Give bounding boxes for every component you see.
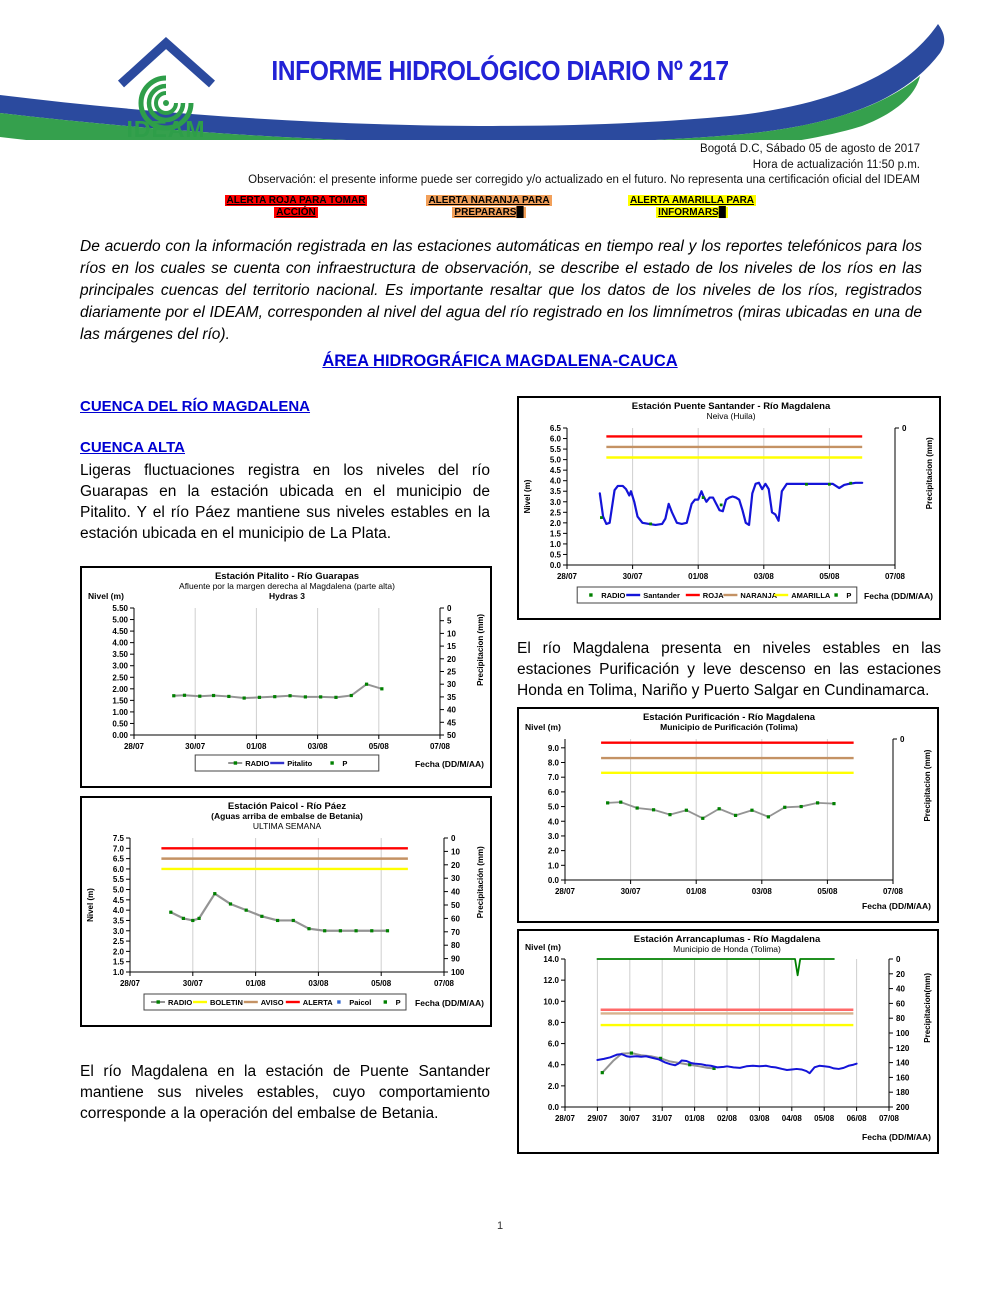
svg-text:1.50: 1.50 xyxy=(112,696,128,706)
svg-text:4.0: 4.0 xyxy=(547,817,559,827)
svg-text:RADIO: RADIO xyxy=(245,759,270,768)
svg-text:01/08: 01/08 xyxy=(246,742,267,751)
svg-text:31/07: 31/07 xyxy=(652,1114,673,1123)
svg-text:1.5: 1.5 xyxy=(112,957,124,967)
magdalena-estado-paragraph: El río Magdalena presenta en niveles estables en las estaciones Purificación y leve descenso en las estaciones Honda en Tolima, Nariño y Puerto Salgar en Cundinamarca. xyxy=(517,640,941,699)
svg-text:Nivel (m): Nivel (m) xyxy=(88,591,124,601)
svg-text:30/07: 30/07 xyxy=(182,979,203,988)
meta-update-time: Hora de actualización 11:50 p.m. xyxy=(752,158,920,171)
svg-text:02/08: 02/08 xyxy=(716,1114,738,1123)
svg-text:30/07: 30/07 xyxy=(185,742,206,751)
svg-text:0.0: 0.0 xyxy=(547,876,559,885)
svg-text:1.00: 1.00 xyxy=(112,707,128,717)
svg-text:Municipio de Honda (Tolima): Municipio de Honda (Tolima) xyxy=(673,944,781,954)
svg-text:4.5: 4.5 xyxy=(549,466,561,476)
svg-text:04/08: 04/08 xyxy=(781,1114,802,1123)
svg-text:0: 0 xyxy=(447,604,452,613)
svg-text:2.50: 2.50 xyxy=(112,673,128,683)
svg-text:05/08: 05/08 xyxy=(819,572,840,581)
svg-text:Neiva (Huila): Neiva (Huila) xyxy=(706,411,756,421)
alert-roja-line2: ACCIÓN xyxy=(276,206,316,218)
chart-paicol xyxy=(80,796,492,1027)
svg-text:01/08: 01/08 xyxy=(245,979,266,988)
svg-text:3.5: 3.5 xyxy=(549,487,561,497)
svg-text:(Aguas arriba de embalse de Be: (Aguas arriba de embalse de Betania) xyxy=(211,811,363,821)
left-column xyxy=(80,398,490,1124)
svg-text:1.0: 1.0 xyxy=(547,861,559,871)
svg-text:4.0: 4.0 xyxy=(112,906,124,916)
svg-text:Estación Puente Santander - Rí: Estación Puente Santander - Río Magdalena xyxy=(631,401,831,412)
svg-text:Estación Arrancaplumas - Río M: Estación Arrancaplumas - Río Magdalena xyxy=(633,934,821,945)
svg-text:Nivel (m): Nivel (m) xyxy=(523,479,532,514)
svg-text:6.0: 6.0 xyxy=(547,787,559,797)
svg-text:3.5: 3.5 xyxy=(112,916,124,926)
svg-text:3.00: 3.00 xyxy=(112,661,128,671)
svg-text:20: 20 xyxy=(447,654,456,664)
svg-text:20: 20 xyxy=(896,969,905,979)
svg-text:4.0: 4.0 xyxy=(547,1060,559,1070)
svg-text:03/08: 03/08 xyxy=(751,887,772,896)
svg-text:70: 70 xyxy=(451,927,460,937)
svg-text:Nivel (m): Nivel (m) xyxy=(525,722,561,732)
svg-text:2.0: 2.0 xyxy=(547,1081,559,1091)
svg-text:RADIO: RADIO xyxy=(168,998,193,1007)
svg-text:3.0: 3.0 xyxy=(547,831,559,841)
svg-text:60: 60 xyxy=(896,999,905,1009)
svg-text:Precipitación (mm): Precipitación (mm) xyxy=(476,846,485,919)
svg-text:5.00: 5.00 xyxy=(112,615,128,625)
svg-text:Fecha (DD/M/AA): Fecha (DD/M/AA) xyxy=(862,901,931,911)
svg-text:BOLETIN: BOLETIN xyxy=(210,998,243,1007)
report-title: INFORME HIDROLÓGICO DIARIO Nº 217 xyxy=(271,55,729,86)
svg-text:3.0: 3.0 xyxy=(112,926,124,936)
svg-text:6.0: 6.0 xyxy=(112,864,124,874)
svg-text:30/07: 30/07 xyxy=(622,572,643,581)
svg-text:45: 45 xyxy=(447,718,456,728)
svg-text:ULTIMA SEMANA: ULTIMA SEMANA xyxy=(252,821,322,831)
svg-text:50: 50 xyxy=(451,901,460,910)
report-meta xyxy=(248,142,920,189)
svg-text:0: 0 xyxy=(900,735,905,744)
svg-text:Municipio de Purificación (Tol: Municipio de Purificación (Tolima) xyxy=(660,722,798,732)
svg-text:05/08: 05/08 xyxy=(368,742,389,751)
svg-text:5.50: 5.50 xyxy=(112,604,128,613)
svg-text:Nivel (m): Nivel (m) xyxy=(525,942,561,952)
svg-text:Pitalito: Pitalito xyxy=(287,759,313,768)
svg-text:Precipitacion (mm): Precipitacion (mm) xyxy=(925,437,934,510)
svg-text:AMARILLA: AMARILLA xyxy=(791,591,831,600)
svg-text:29/07: 29/07 xyxy=(587,1114,608,1123)
svg-text:0.0: 0.0 xyxy=(549,561,561,570)
svg-text:ALERTA: ALERTA xyxy=(302,998,333,1007)
svg-text:05/08: 05/08 xyxy=(817,887,838,896)
svg-text:28/07: 28/07 xyxy=(123,742,145,751)
logo-roof-icon xyxy=(121,43,212,84)
svg-text:07/08: 07/08 xyxy=(429,742,451,751)
svg-text:4.50: 4.50 xyxy=(112,627,128,637)
svg-text:40: 40 xyxy=(896,984,905,994)
svg-text:1.0: 1.0 xyxy=(549,539,561,549)
intro-paragraph: De acuerdo con la información registrada en las estaciones automáticas en tiempo real y los reportes telefónicos para los ríos en los cuales se cuenta con infraestructura de observación, se describe el estado de los niveles de los ríos en las principales cuencas del territorio nacional. Es importante resaltar que los datos de los niveles de los ríos, registrados diariamente por el IDEAM, corresponden al nivel del agua del río registrado en los limnímetros (miras ubicadas en una de las márgenes del río). xyxy=(80,238,922,343)
svg-text:0: 0 xyxy=(451,834,456,843)
svg-text:07/08: 07/08 xyxy=(878,1114,900,1123)
svg-text:Fecha (DD/M/AA): Fecha (DD/M/AA) xyxy=(415,998,484,1008)
right-column xyxy=(517,396,941,1154)
svg-text:03/08: 03/08 xyxy=(749,1114,770,1123)
svg-text:Fecha (DD/M/AA): Fecha (DD/M/AA) xyxy=(415,759,484,769)
svg-text:05/08: 05/08 xyxy=(371,979,392,988)
svg-text:7.0: 7.0 xyxy=(112,844,124,854)
svg-text:03/08: 03/08 xyxy=(753,572,774,581)
svg-text:1.5: 1.5 xyxy=(549,529,561,539)
heading-cuenca-rio-magdalena: CUENCA DEL RÍO MAGDALENA xyxy=(80,398,311,415)
svg-text:03/08: 03/08 xyxy=(308,979,329,988)
svg-text:2.0: 2.0 xyxy=(547,846,559,856)
svg-text:Precipitacion(mm): Precipitacion(mm) xyxy=(923,972,932,1043)
svg-text:07/08: 07/08 xyxy=(882,887,904,896)
svg-text:2.00: 2.00 xyxy=(112,684,128,694)
svg-text:200: 200 xyxy=(896,1103,910,1112)
svg-text:5.0: 5.0 xyxy=(112,885,124,895)
svg-text:8.0: 8.0 xyxy=(547,758,559,768)
svg-text:Fecha (DD/M/AA): Fecha (DD/M/AA) xyxy=(862,1132,931,1142)
svg-text:10: 10 xyxy=(451,847,460,857)
svg-text:120: 120 xyxy=(896,1043,910,1053)
svg-text:06/08: 06/08 xyxy=(846,1114,867,1123)
svg-text:Hydras 3: Hydras 3 xyxy=(269,591,305,601)
svg-text:15: 15 xyxy=(447,642,456,652)
svg-text:RADIO: RADIO xyxy=(601,591,626,600)
svg-text:2.0: 2.0 xyxy=(112,947,124,957)
svg-text:5.5: 5.5 xyxy=(549,445,561,455)
svg-text:14.0: 14.0 xyxy=(543,955,559,964)
svg-text:01/08: 01/08 xyxy=(688,572,709,581)
svg-text:Estación Paicol - Río Páez: Estación Paicol - Río Páez xyxy=(227,801,347,812)
svg-text:7.5: 7.5 xyxy=(112,834,124,843)
svg-text:Paicol: Paicol xyxy=(349,998,372,1007)
svg-text:35: 35 xyxy=(447,692,456,702)
svg-text:ROJA: ROJA xyxy=(702,591,724,600)
svg-text:8.0: 8.0 xyxy=(547,1018,559,1028)
svg-text:160: 160 xyxy=(896,1073,910,1083)
svg-text:0.50: 0.50 xyxy=(112,719,128,729)
svg-text:05/08: 05/08 xyxy=(814,1114,835,1123)
svg-text:28/07: 28/07 xyxy=(556,572,578,581)
svg-text:5.0: 5.0 xyxy=(547,802,559,812)
svg-text:07/08: 07/08 xyxy=(884,572,906,581)
ideam-logo-text: IDEAM xyxy=(126,116,206,142)
svg-text:Santander: Santander xyxy=(643,591,680,600)
alert-roja xyxy=(218,195,374,218)
svg-text:2.5: 2.5 xyxy=(112,937,124,947)
svg-text:01/08: 01/08 xyxy=(684,1114,705,1123)
svg-text:2.0: 2.0 xyxy=(549,518,561,528)
svg-text:50: 50 xyxy=(447,731,456,740)
svg-text:Nivel (m): Nivel (m) xyxy=(86,888,95,922)
svg-text:10.0: 10.0 xyxy=(543,997,559,1007)
svg-text:10: 10 xyxy=(447,629,456,639)
svg-text:30: 30 xyxy=(451,874,460,884)
svg-text:2.5: 2.5 xyxy=(549,508,561,518)
svg-text:6.5: 6.5 xyxy=(112,854,124,864)
svg-text:Estación Pitalito - Río Guarap: Estación Pitalito - Río Guarapas xyxy=(214,571,360,582)
chart-arrancaplumas xyxy=(517,929,939,1154)
svg-text:20: 20 xyxy=(451,860,460,870)
svg-text:30: 30 xyxy=(447,680,456,690)
svg-text:Afluente por la margen derecha: Afluente por la margen derecha al Magdalena (parte alta) xyxy=(179,581,395,591)
svg-text:140: 140 xyxy=(896,1058,910,1068)
chart-purificacion xyxy=(517,707,939,923)
svg-text:4.00: 4.00 xyxy=(112,638,128,648)
svg-text:0: 0 xyxy=(896,955,901,964)
svg-text:4.0: 4.0 xyxy=(549,476,561,486)
svg-text:100: 100 xyxy=(451,968,465,977)
svg-text:0: 0 xyxy=(902,424,907,433)
svg-text:07/08: 07/08 xyxy=(433,979,455,988)
svg-text:80: 80 xyxy=(896,1014,905,1024)
svg-text:30/07: 30/07 xyxy=(620,887,641,896)
svg-text:80: 80 xyxy=(451,941,460,951)
svg-text:25: 25 xyxy=(447,667,456,677)
alert-amarilla xyxy=(621,195,763,218)
svg-text:NARANJA: NARANJA xyxy=(740,591,778,600)
svg-text:28/07: 28/07 xyxy=(119,979,141,988)
svg-text:0.5: 0.5 xyxy=(549,550,561,560)
svg-text:40: 40 xyxy=(451,887,460,897)
svg-text:P: P xyxy=(342,759,348,768)
chart-pitalito xyxy=(80,566,492,788)
svg-text:9.0: 9.0 xyxy=(547,743,559,753)
svg-text:6.0: 6.0 xyxy=(549,434,561,444)
svg-text:3.50: 3.50 xyxy=(112,650,128,660)
svg-text:28/07: 28/07 xyxy=(554,1114,576,1123)
alert-naranja-line2: PREPARARS█ xyxy=(454,206,524,218)
alert-amarilla-line1: ALERTA AMARILLA PARA xyxy=(629,195,755,206)
svg-text:5: 5 xyxy=(447,616,452,626)
svg-text:0.0: 0.0 xyxy=(547,1103,559,1112)
page-number: 1 xyxy=(496,1220,504,1232)
svg-text:Precipitacion (mm): Precipitacion (mm) xyxy=(476,613,485,686)
svg-text:Precipitacion (mm): Precipitacion (mm) xyxy=(923,749,932,822)
alert-amarilla-line2: INFORMARS█ xyxy=(658,206,726,218)
alert-legend xyxy=(0,195,1000,229)
svg-text:100: 100 xyxy=(896,1029,910,1038)
svg-text:30/07: 30/07 xyxy=(619,1114,640,1123)
svg-text:40: 40 xyxy=(447,705,456,715)
chart-puente-santander xyxy=(517,396,941,620)
area-heading: ÁREA HIDROGRÁFICA MAGDALENA-CAUCA xyxy=(322,352,678,370)
svg-text:7.0: 7.0 xyxy=(547,773,559,783)
svg-text:1.0: 1.0 xyxy=(112,968,124,977)
svg-text:AVISO: AVISO xyxy=(260,998,284,1007)
svg-text:180: 180 xyxy=(896,1088,910,1098)
ideam-logo xyxy=(103,30,237,142)
svg-text:6.0: 6.0 xyxy=(547,1039,559,1049)
svg-text:01/08: 01/08 xyxy=(686,887,707,896)
alert-naranja-line1: ALERTA NARANJA PARA xyxy=(428,195,550,206)
svg-text:P: P xyxy=(395,998,401,1007)
heading-cuenca-alta: CUENCA ALTA xyxy=(80,439,185,456)
svg-text:P: P xyxy=(846,591,852,600)
svg-text:3.0: 3.0 xyxy=(549,497,561,507)
svg-text:28/07: 28/07 xyxy=(554,887,576,896)
meta-observation: Observación: el presente informe puede ser corregido y/o actualizado en el futuro. No representa una certificación oficial del IDEAM xyxy=(248,174,920,186)
svg-text:5.5: 5.5 xyxy=(112,875,124,885)
svg-text:Estación Purificación - Río Ma: Estación Purificación - Río Magdalena xyxy=(642,712,816,723)
svg-text:03/08: 03/08 xyxy=(307,742,328,751)
svg-text:4.5: 4.5 xyxy=(112,895,124,905)
meta-date: Bogotá D.C, Sábado 05 de agosto de 2017 xyxy=(700,143,920,155)
svg-text:12.0: 12.0 xyxy=(543,976,559,986)
alert-roja-line1: ALERTA ROJA PARA TOMAR xyxy=(226,195,366,206)
alert-naranja xyxy=(424,195,554,218)
svg-text:0.00: 0.00 xyxy=(112,731,128,740)
svg-text:Fecha (DD/M/AA): Fecha (DD/M/AA) xyxy=(864,591,933,601)
puente-santander-paragraph: El río Magdalena en la estación de Puente Santander mantiene sus niveles estables, cuyo comportamiento corresponde a la operación del embalse de Betania. xyxy=(80,1063,490,1122)
svg-text:6.5: 6.5 xyxy=(549,424,561,433)
svg-text:60: 60 xyxy=(451,914,460,924)
svg-text:90: 90 xyxy=(451,954,460,964)
svg-text:5.0: 5.0 xyxy=(549,455,561,465)
cuenca-alta-paragraph: Ligeras fluctuaciones registra en los niveles del río Guarapas en la estación ubicada en el municipio de Pitalito. Y el río Páez mantiene sus niveles estables en la estación ubicada en el municipio de La Plata. xyxy=(80,462,490,542)
